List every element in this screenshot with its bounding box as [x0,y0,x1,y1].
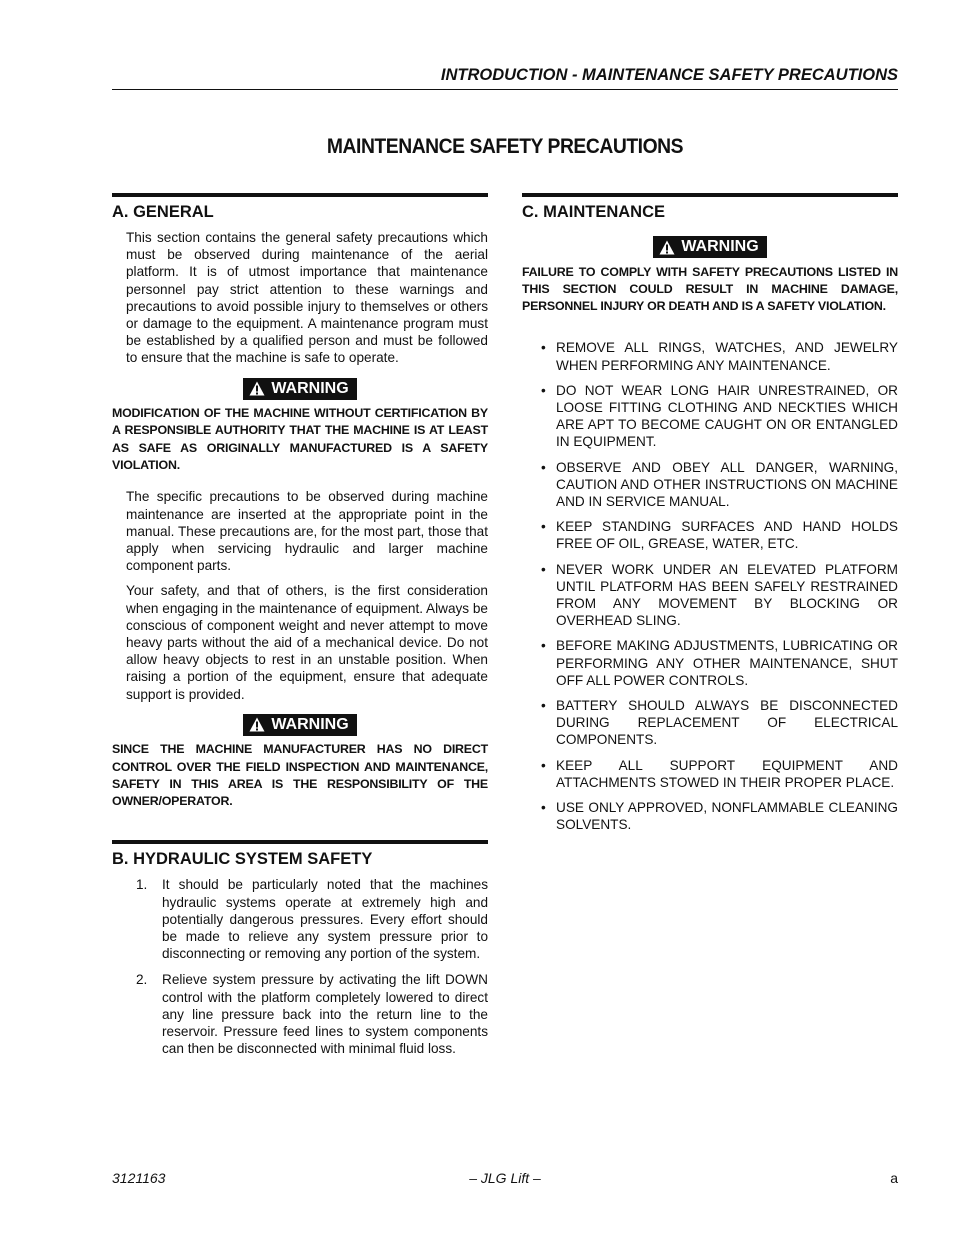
warning-badge [653,236,766,258]
bullet-glyph: • [541,519,546,535]
document-number: 3121163 [112,1170,166,1186]
bullet-glyph: • [541,757,546,773]
section-rule [112,193,488,197]
left-column [112,193,488,1066]
warning-block [522,236,898,260]
bullet-glyph: • [541,459,546,475]
list-item [536,518,898,552]
bullet-text: BEFORE MAKING ADJUSTMENTS, LUBRICATING OR PERFORMING ANY OTHER MAINTENANCE, SHUT OFF ALL POWER CONTROLS. [556,638,898,688]
section-heading-hydraulic: B. HYDRAULIC SYSTEM SAFETY [112,850,373,869]
maintenance-bullets [536,339,898,833]
bullet-glyph: • [541,382,546,398]
warning-badge [243,714,356,736]
section-heading-maintenance: C. MAINTENANCE [522,203,665,221]
bullet-text: DO NOT WEAR LONG HAIR UNRESTRAINED, OR LOOSE FITTING CLOTHING AND NECKTIES WHICH ARE APT TO BECOME CAUGHT ON OR ENTANGLED IN EQUIPMENT. [556,382,898,450]
warning-label: WARNING [681,238,759,255]
list-item [536,757,898,791]
right-column [522,193,898,841]
item-text: It should be particularly noted that the machines hydraulic systems operate at extremely high and potentially dangerous pressures. Every effort should be made to relieve any system pressure prior to disconnecting or removing any portion of the system. [162,877,488,962]
warning-text: SINCE THE MACHINE MANUFACTURER HAS NO DIRECT CONTROL OVER THE FIELD INSPECTION AND MAINTENANCE, SAFETY IN THIS AREA IS THE RESPONSIBILITY OF THE OWNER/OPERATOR. [112,742,488,809]
warning-block [112,714,488,738]
warning-triangle-icon [659,240,675,255]
bullet-text: USE ONLY APPROVED, NONFLAMMABLE CLEANING SOLVENTS. [556,800,898,833]
warning-label: WARNING [271,379,349,397]
list-item [536,382,898,451]
list-item [536,637,898,689]
item-number: 2. [136,972,148,988]
list-item [536,561,898,630]
list-item [536,697,898,749]
item-text: Relieve system pressure by activating the lift DOWN control with the platform completely lowered to direct any line pressure back into the return line to the reservoir. Pressure feed lines to system components can then be disconnected with minimal fluid loss. [162,972,488,1057]
running-header: INTRODUCTION - MAINTENANCE SAFETY PRECAUTIONS [440,66,898,84]
page-title: MAINTENANCE SAFETY PRECAUTIONS [326,135,684,158]
section-heading-general: A. GENERAL [112,203,214,221]
bullet-text: BATTERY SHOULD ALWAYS BE DISCONNECTED DURING REPLACEMENT OF ELECTRICAL COMPONENTS. [556,698,898,748]
section-rule [112,840,488,844]
section-rule [522,193,898,197]
warning-text: MODIFICATION OF THE MACHINE WITHOUT CERTIFICATION BY A RESPONSIBLE AUTHORITY THAT THE MACHINE IS AT LEAST AS SAFE AS ORIGINALLY MANUFACTURED IS A SAFETY VIOLATION. [112,406,488,473]
list-item [536,339,898,373]
bullet-glyph: • [541,698,546,714]
warning-triangle-icon [249,717,265,732]
warning-text: FAILURE TO COMPLY WITH SAFETY PRECAUTIONS LISTED IN THIS SECTION COULD RESULT IN MACHINE DAMAGE, PERSONNEL INJURY OR DEATH AND IS A SAFETY VIOLATION. [522,264,898,314]
warning-triangle-icon [249,381,265,396]
bullet-text: KEEP ALL SUPPORT EQUIPMENT AND ATTACHMENTS STOWED IN THEIR PROPER PLACE. [556,757,898,790]
header-rule [112,89,898,90]
warning-block [112,378,488,402]
bullet-text: OBSERVE AND OBEY ALL DANGER, WARNING, CAUTION AND OTHER INSTRUCTIONS ON MACHINE AND IN SERVICE MANUAL. [556,459,898,510]
bullet-text: REMOVE ALL RINGS, WATCHES, AND JEWELRY WHEN PERFORMING ANY MAINTENANCE. [556,340,898,373]
bullet-glyph: • [541,638,546,654]
list-item [536,799,898,833]
general-paragraph: This section contains the general safety precautions which must be observed during maintenance of the aerial platform. It is of utmost importance that maintenance personnel pay strict attention to these warnings and precautions to avoid possible injury to themselves or others or damage to the equipment. A maintenance program must be established by a qualified person and must be followed to ensure that the machine is safe to operate. [126,230,488,366]
footer-brand: – JLG Lift – [469,1170,541,1186]
bullet-glyph: • [541,800,546,816]
warning-badge [243,378,356,400]
list-item [536,459,898,511]
bullet-text: NEVER WORK UNDER AN ELEVATED PLATFORM UNTIL PLATFORM HAS BEEN SAFELY RESTRAINED FROM ANY MOVEMENT BY BLOCKING OR OVERHEAD SLING. [556,561,898,629]
list-item [126,876,488,962]
item-number: 1. [136,877,148,893]
bullet-glyph: • [541,561,546,577]
bullet-text: KEEP STANDING SURFACES AND HAND HOLDS FREE OF OIL, GREASE, WATER, ETC. [556,519,898,552]
bullet-glyph: • [541,340,546,356]
general-paragraph-3: Your safety, and that of others, is the first consideration when engaging in the maintenance of equipment. Always be conscious of component weight and never attempt to move heavy parts without the aid of a mechanical device. Do not allow heavy objects to rest in an unstable position. When raising a portion of the equipment, ensure that adequate support is provided. [126,583,488,702]
warning-label: WARNING [271,715,349,733]
page-number: a [890,1170,898,1186]
general-paragraph-2: The specific precautions to be observed during machine maintenance are inserted at the appropriate point in the manual. These precautions are, for the most part, those that apply when servicing hydraulic and larger machine component parts. [126,489,488,574]
hydraulic-list [126,876,488,1057]
list-item [126,971,488,1057]
